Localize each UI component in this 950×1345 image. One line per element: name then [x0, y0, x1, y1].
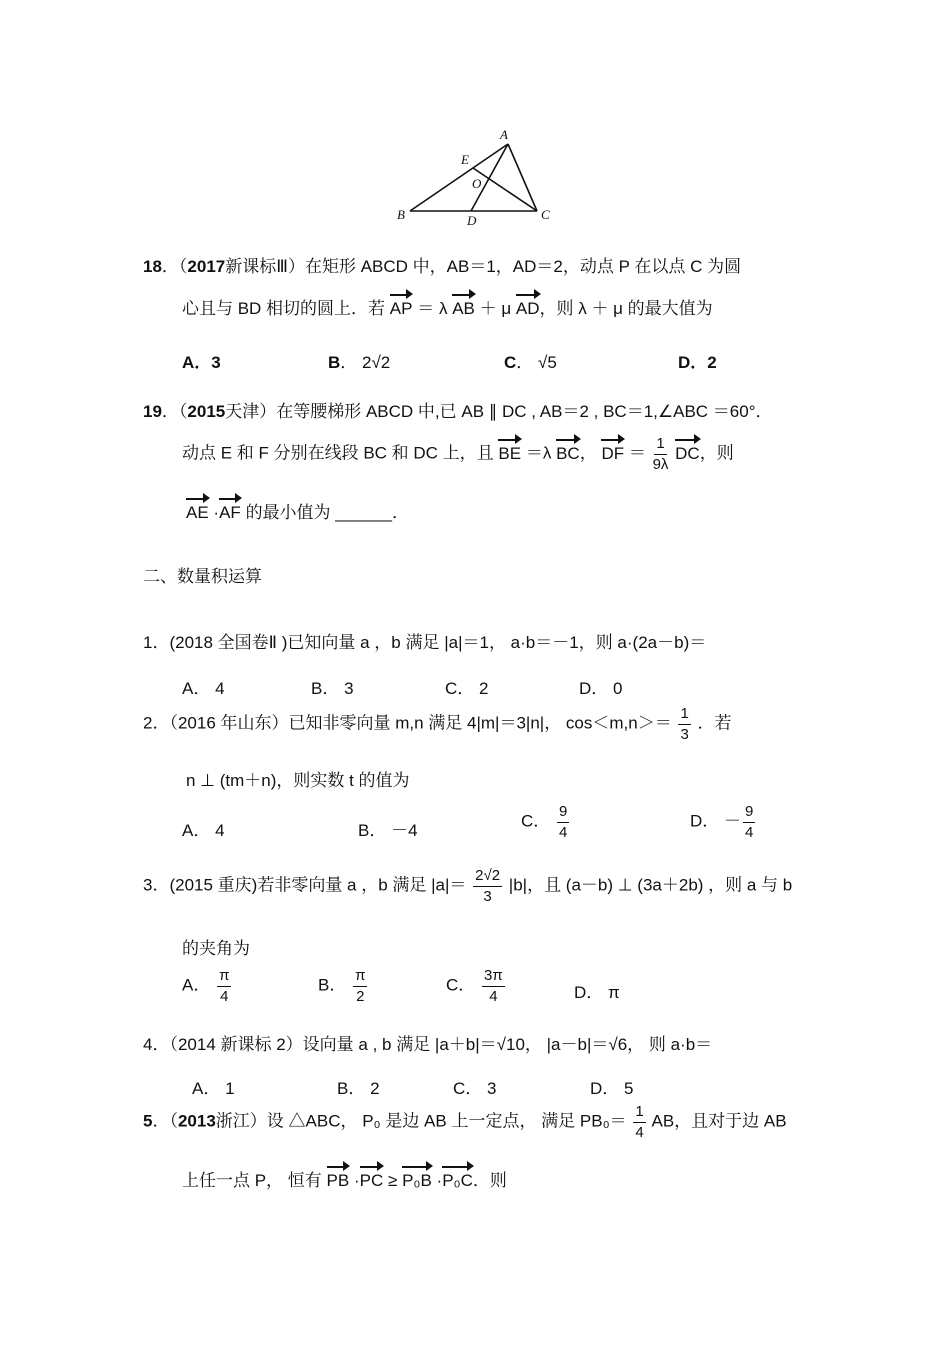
- label-o: O: [472, 176, 482, 191]
- q18-source-year: 2017: [187, 257, 226, 276]
- q18-condition: 心且与 BD 相切的圆上．若: [182, 299, 386, 318]
- q19-fraction: $\frac{1}{9\lambda}$: [652, 435, 669, 473]
- p5-line1: 5．（2013浙江）设 △ABC， P₀ 是边 AB 上一定点， 满足 PB₀＝ $\frac{1}{4}$ AB，且对于边 AB: [143, 1103, 787, 1141]
- q18-line2: [182, 294, 713, 319]
- vector-ap: AP: [389, 299, 413, 318]
- p4-choice-d: D． 5: [590, 1079, 634, 1098]
- p2-choice-d: D． － $\frac{9}{4}$: [690, 803, 754, 841]
- p5-stem: ）设 △ABC， P₀ 是边 AB 上一定点， 满足 PB₀＝: [249, 1111, 627, 1131]
- vector-af: AF: [219, 503, 241, 522]
- vector-df: DF: [601, 443, 625, 463]
- q18-ask: ，则 λ ＋ μ 的最大值为: [539, 299, 713, 318]
- p5-source: 浙江: [215, 1111, 250, 1131]
- vector-p0b: P₀B: [402, 1171, 432, 1190]
- vector-bc: BC: [556, 443, 580, 463]
- q19-ask: 的最小值为 ______．: [245, 503, 410, 522]
- q18-source: 新课标Ⅲ: [225, 257, 288, 276]
- q18-choice-c: C． √5: [504, 353, 557, 372]
- p2-choice-b: B． －4: [358, 821, 418, 840]
- p3-fraction: $\frac{2√2}{3}$: [475, 867, 501, 905]
- label-a: A: [500, 127, 508, 142]
- label-b: B: [397, 207, 405, 222]
- p5-source-year: 2013: [177, 1111, 216, 1131]
- p5-geq: ≥: [387, 1171, 398, 1190]
- p5-dot1: ·: [353, 1171, 360, 1190]
- q18-stem: ）在矩形 ABCD 中，AB＝1，AD＝2，动点 P 在以点 C 为圆: [287, 257, 742, 276]
- vector-pc: PC: [359, 1171, 384, 1190]
- q19-condition: 动点 E 和 F 分别在线段 BC 和 DC 上，且: [182, 443, 494, 463]
- p5-then: ．则: [472, 1171, 507, 1190]
- p4-choice-c: C． 3: [453, 1079, 497, 1098]
- p5-stem-end: AB，且对于边 AB: [651, 1111, 787, 1131]
- p5-number: 5: [143, 1111, 153, 1131]
- q19-eq1: ＝λ: [525, 443, 552, 463]
- vector-ab: AB: [452, 299, 475, 318]
- p3-choice-b: B． $\frac{\pi}{2}$: [318, 967, 366, 1005]
- p2-stem-end: ．若: [697, 713, 732, 733]
- q19-then: ，则: [699, 443, 734, 463]
- vector-ad: AD: [515, 299, 540, 318]
- p2-line2: n ⊥ (tm＋n)，则实数 t 的值为: [186, 771, 410, 790]
- p4-stem: 4．（2014 新课标 2）设向量 a , b 满足 |a＋b|＝√10， |a－b|＝√6， 则 a·b＝: [143, 1035, 713, 1054]
- q19-comma: ，: [579, 443, 597, 463]
- p5-dot2: ·: [436, 1171, 443, 1190]
- vector-be: BE: [498, 443, 522, 463]
- p5-fraction: $\frac{1}{4}$: [635, 1103, 644, 1141]
- triangle-figure: [392, 124, 562, 228]
- vector-pb: PB: [326, 1171, 350, 1190]
- vector-ae: AE: [186, 503, 209, 522]
- q18-eq: ＝ λ: [417, 299, 448, 318]
- p1-choice-c: C． 2: [445, 679, 489, 698]
- q19-line3: [186, 498, 409, 523]
- p3-line1: [143, 868, 792, 905]
- q18-choice-d: D．2: [678, 353, 717, 372]
- q19-number: 19: [143, 402, 162, 421]
- p2-line1: [143, 706, 732, 743]
- q18-number: 18: [143, 257, 162, 276]
- q18-choice-b: B． 2√2: [328, 353, 391, 372]
- p3-choice-c: C． $\frac{3\pi}{4}$: [446, 967, 503, 1005]
- vector-dc: DC: [675, 443, 700, 463]
- q19-line2: [182, 436, 734, 473]
- q19-source-year: 2015: [187, 402, 226, 421]
- q18-line1: 18．（2017新课标Ⅲ）在矩形 ABCD 中，AB＝1，AD＝2，动点 P 在以点 C 为圆: [143, 257, 742, 276]
- p3-choice-d: D． π: [574, 983, 620, 1002]
- p1-choice-d: D． 0: [579, 679, 623, 698]
- q19-dot: ·: [213, 503, 220, 522]
- section-title: 二、数量积运算: [143, 567, 262, 586]
- p4-choice-a: A． 1: [192, 1079, 235, 1098]
- p3-line2: 的夹角为: [182, 939, 250, 958]
- p5-line2: [182, 1166, 507, 1191]
- q18-choice-a: A．3: [182, 353, 221, 372]
- q19-line1: 19．（2015天津）在等腰梯形 ABCD 中,已 AB ∥ DC , AB＝2 , BC＝1,∠ABC ＝60°．: [143, 402, 773, 421]
- q19-source: 天津: [225, 402, 260, 421]
- p3-stem: 3．(2015 重庆)若非零向量 a ，b 满足 |a|＝: [143, 875, 467, 895]
- vector-p0c: P₀C: [442, 1171, 473, 1190]
- q19-stem: ）在等腰梯形 ABCD 中,已 AB ∥ DC , AB＝2 , BC＝1,∠ABC ＝60°．: [259, 402, 773, 421]
- p2-fraction: $\frac{1}{3}$: [680, 705, 689, 743]
- p1-stem: 1．(2018 全国卷Ⅱ )已知向量 a ，b 满足 |a|＝1， a·b＝－1，则 a·(2a－b)＝: [143, 633, 707, 652]
- p1-choice-b: B． 3: [311, 679, 354, 698]
- q18-plus: ＋ μ: [479, 299, 512, 318]
- p2-choice-a: A． 4: [182, 821, 225, 840]
- label-d: D: [467, 213, 477, 228]
- p2-stem: 2．（2016 年山东）已知非零向量 m,n 满足 4|m|＝3|n|， cos＜m,n＞＝: [143, 713, 672, 733]
- p3-stem-end: |b|，且 (a－b) ⊥ (3a＋2b) ，则 a 与 b: [508, 875, 793, 895]
- p2-choice-c: C． $\frac{9}{4}$: [521, 803, 568, 841]
- q19-eq2: ＝: [628, 443, 646, 463]
- p1-choice-a: A． 4: [182, 679, 225, 698]
- p3-choice-a: A． $\frac{\pi}{4}$: [182, 967, 230, 1005]
- label-c: C: [541, 207, 550, 222]
- p5-condition: 上任一点 P， 恒有: [182, 1171, 322, 1190]
- p4-choice-b: B． 2: [337, 1079, 380, 1098]
- label-e: E: [461, 152, 469, 167]
